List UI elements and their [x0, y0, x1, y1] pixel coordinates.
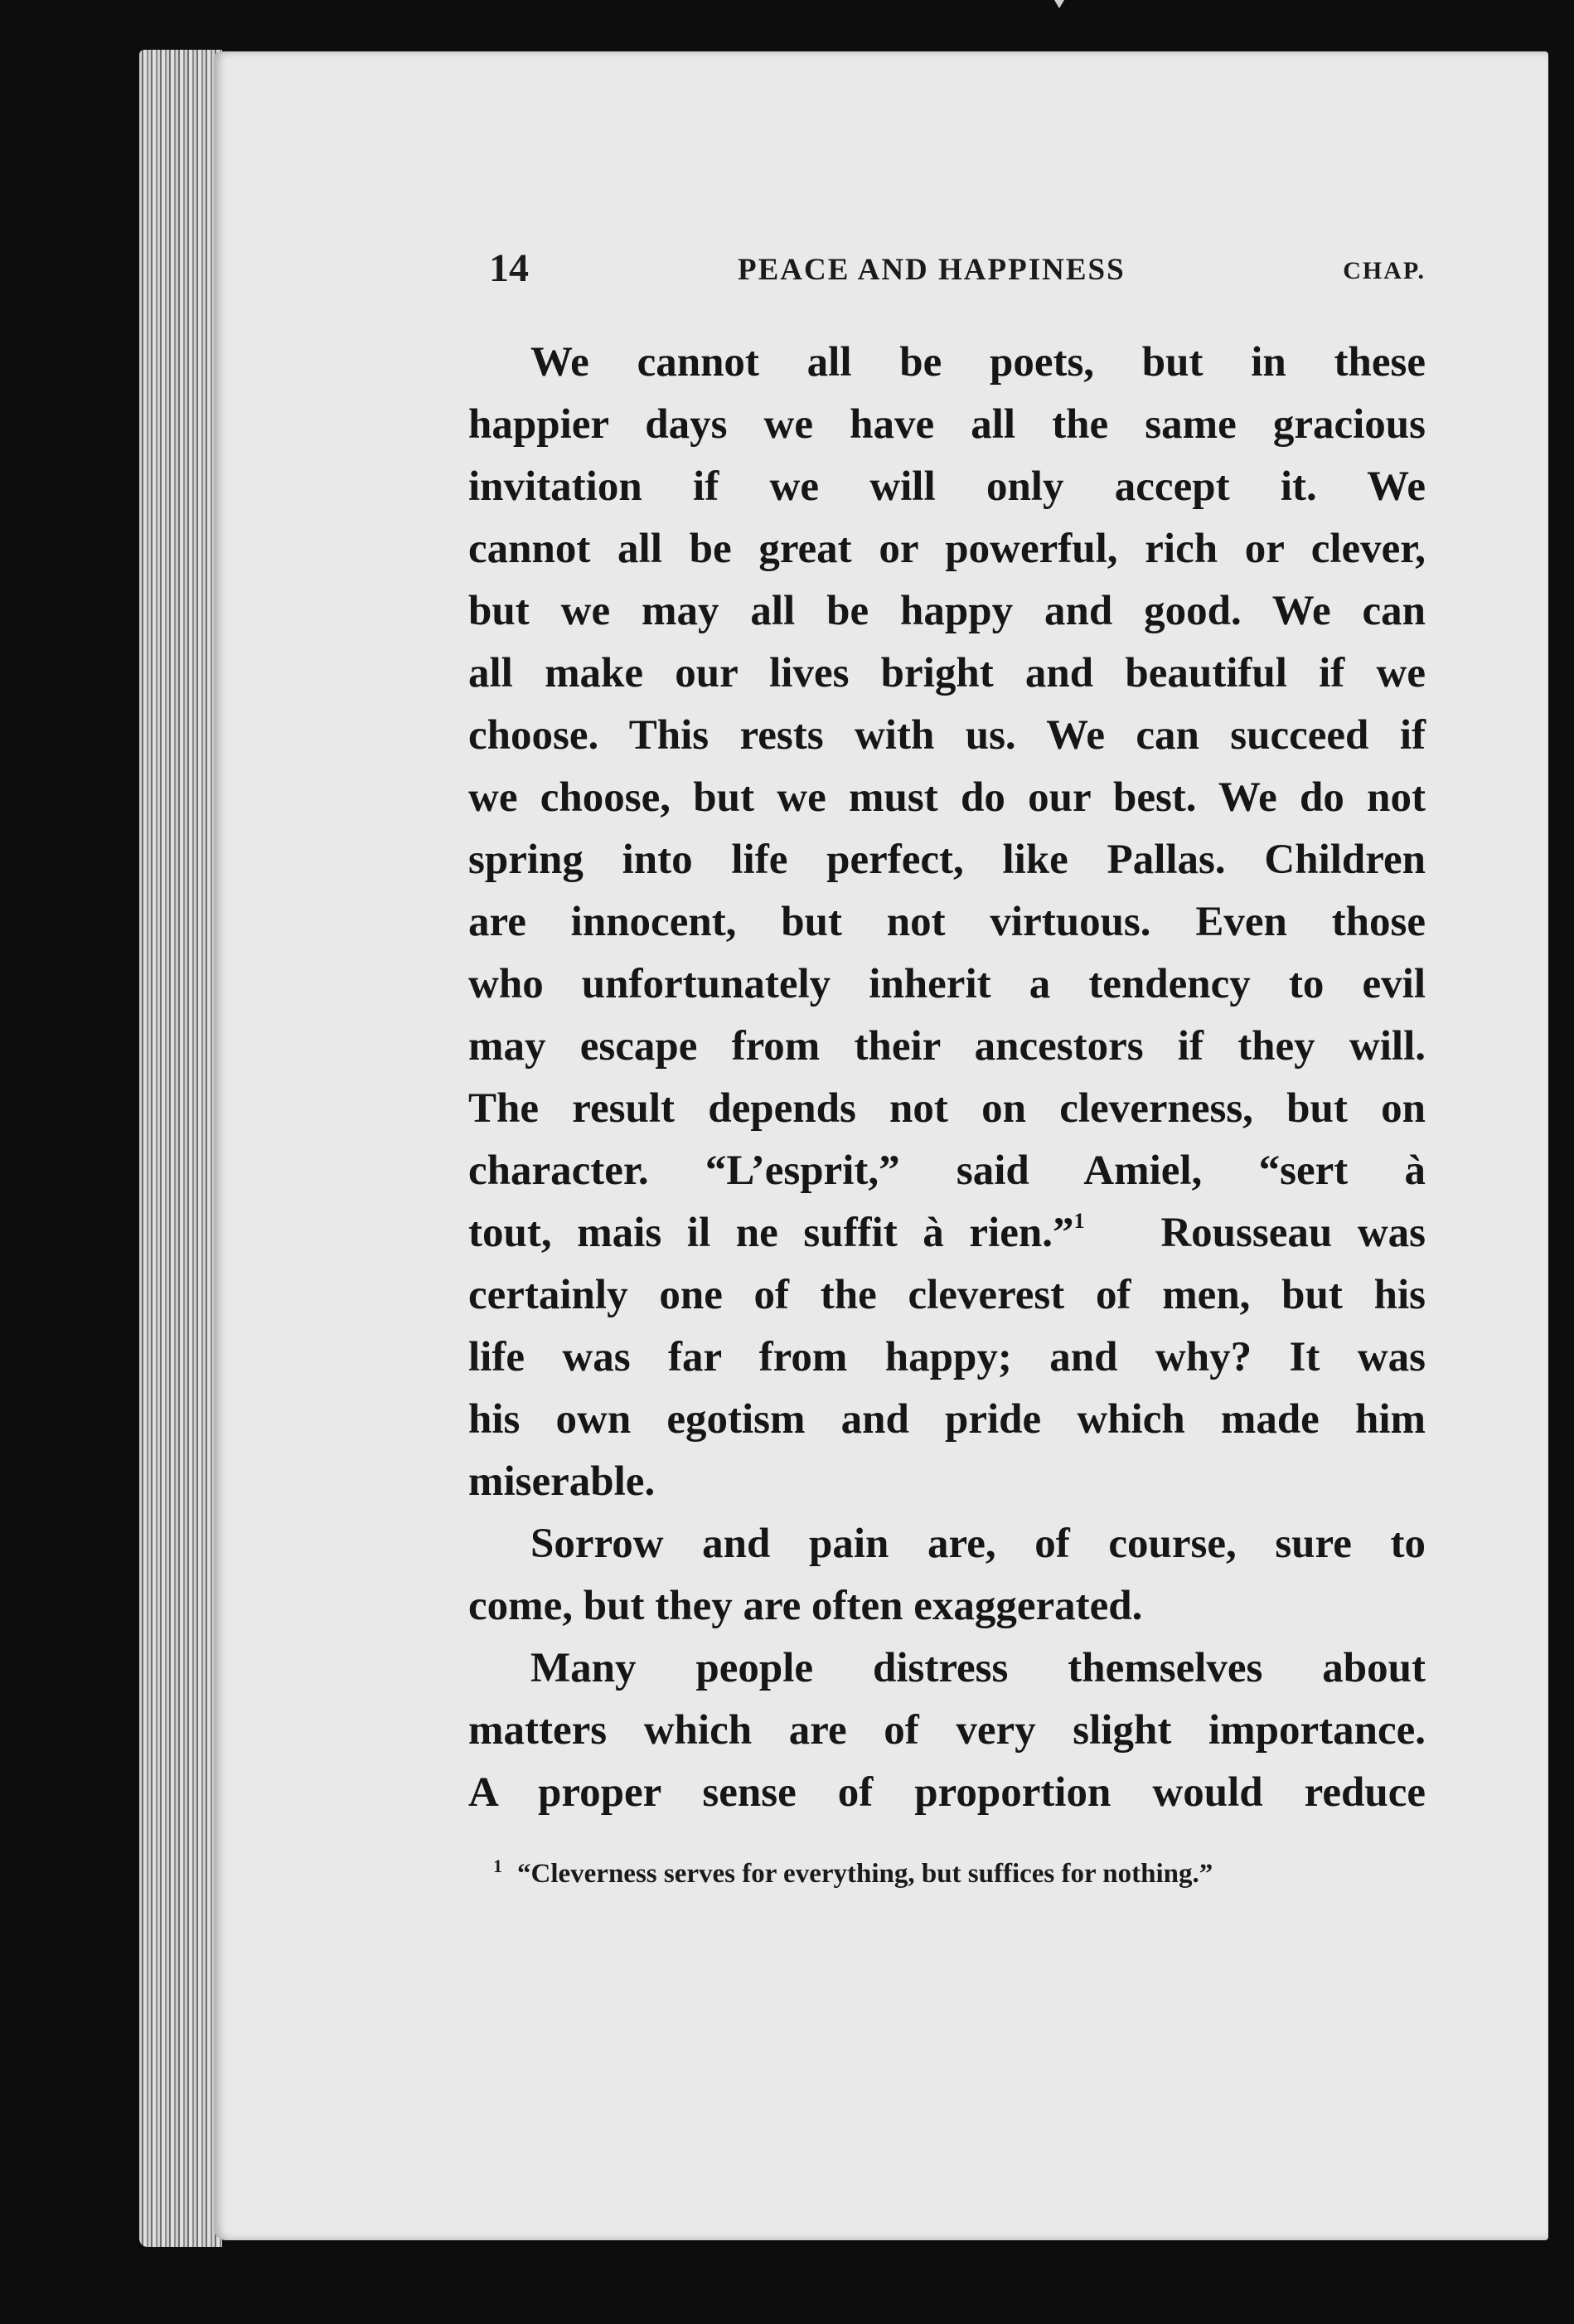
text-line-with-footnote-ref — [468, 1202, 1426, 1264]
text-line: who unfortunately inherit a tendency to evil — [468, 961, 1426, 1007]
page-number: 14 — [489, 246, 529, 290]
text-line: A proper sense of proportion would reduce — [468, 1769, 1426, 1816]
text-line: character. “L’esprit,” said Amiel, “sert à — [468, 1147, 1426, 1194]
text-line: cannot all be great or powerful, rich or clever, — [468, 526, 1426, 572]
text-line: his own egotism and pride which made him — [468, 1396, 1426, 1443]
text-line: may escape from their ancestors if they will. — [468, 1023, 1426, 1070]
text-line: We cannot all be poets, but in these — [530, 339, 1426, 386]
text-line: but we may all be happy and good. We can — [468, 588, 1426, 634]
text-line: we choose, but we must do our best. We do not — [468, 774, 1426, 821]
footnote — [493, 1856, 1388, 1890]
footnote-text: “Cleverness serves for everything, but suffices for nothing.” — [517, 1859, 1213, 1889]
text-line: spring into life perfect, like Pallas. Children — [468, 837, 1426, 883]
scan-tick-mark — [1054, 0, 1064, 8]
text-line: invitation if we will only accept it. We — [468, 463, 1426, 510]
text-line: certainly one of the cleverest of men, but his — [468, 1272, 1426, 1318]
running-head — [489, 245, 1426, 295]
text-line: are innocent, but not virtuous. Even those — [468, 899, 1426, 945]
text-line: choose. This rests with us. We can succeed if — [468, 712, 1426, 759]
body-text — [468, 332, 1426, 1824]
text-line: matters which are of very slight importance. — [468, 1707, 1426, 1754]
text-segment: tout, mais il ne suffit à rien.” — [468, 1210, 1074, 1256]
text-line: Many people distress themselves about — [530, 1645, 1426, 1691]
footnote-mark: 1 — [493, 1856, 502, 1876]
chapter-mark: CHAP. — [1343, 257, 1426, 284]
text-line: The result depends not on cleverness, but on — [468, 1085, 1426, 1132]
footnote-reference: 1 — [1073, 1209, 1085, 1233]
text-line: happier days we have all the same gracious — [468, 401, 1426, 448]
text-line: Sorrow and pain are, of course, sure to — [530, 1521, 1426, 1567]
running-title: PEACE AND HAPPINESS — [738, 253, 1126, 287]
text-line: come, but they are often exaggerated. — [468, 1583, 1143, 1629]
text-segment: Rousseau was — [1160, 1210, 1426, 1256]
text-line: all make our lives bright and beautiful if we — [468, 650, 1426, 696]
text-line: life was far from happy; and why? It was — [468, 1334, 1426, 1380]
text-line: miserable. — [468, 1458, 656, 1505]
page-edges — [139, 50, 222, 2247]
